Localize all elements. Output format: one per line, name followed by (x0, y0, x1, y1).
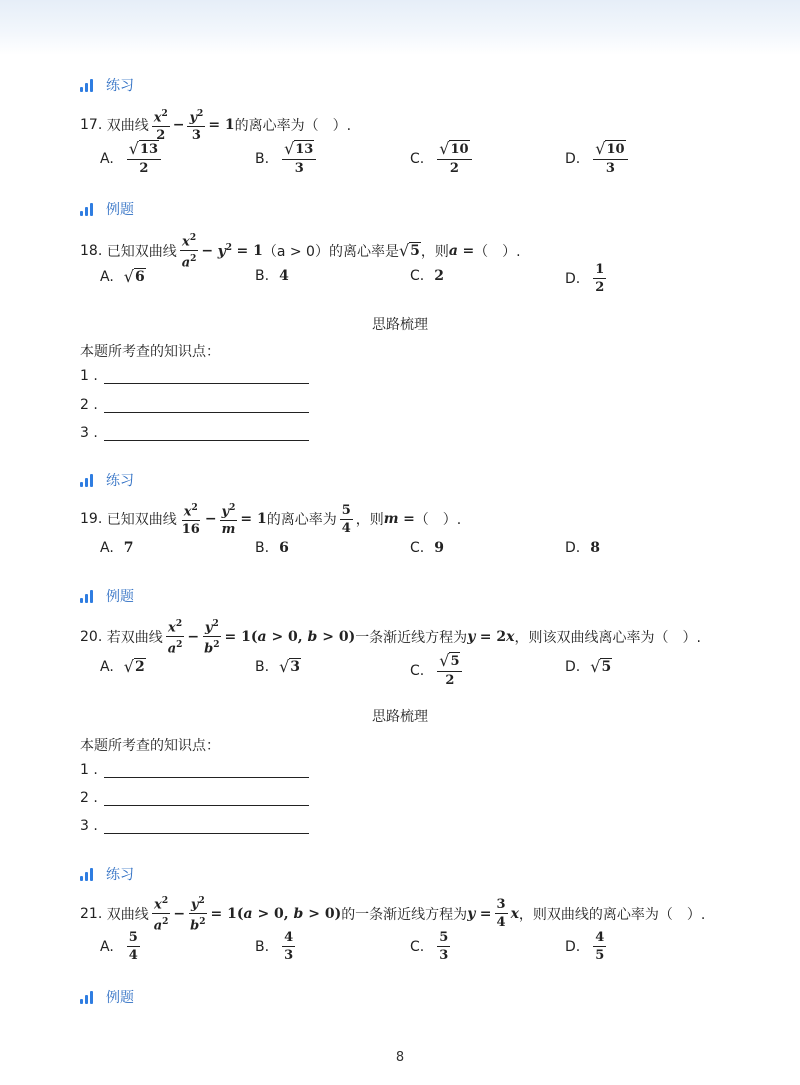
section-label: 例题 (106, 589, 134, 605)
question-20: 20. 若双曲线 $\frac{x^2}{a^2}$ − $\frac{y^2}{b^2}$ = 1(a > 0, b > 0) 一条渐近线方程为 y = 2 x ，则该双曲线离心率为（ ）. (80, 616, 701, 658)
option-b (255, 268, 289, 284)
option-b: B. √ 3 (255, 657, 301, 676)
section-header-example (80, 199, 134, 219)
option-label: C. (410, 662, 425, 679)
option-d: D. √ 10 3 (565, 140, 631, 177)
question-21: 21. 双曲线 $\frac{x^2}{a^2}$ − $\frac{y^2}{b^2}$ = 1(a > 0, b > 0) 的一条渐近线方程为 y = $\frac{3}{4}$ x ，则双曲线的离心率为（ ）. (80, 893, 705, 935)
option-label: A. (100, 269, 114, 285)
knowledge-points-label: 本题所考查的知识点： (80, 344, 220, 360)
option-c (410, 268, 444, 284)
blank-line-3[interactable] (80, 425, 309, 441)
option-value: 2 (434, 268, 444, 284)
option-c: C. $\frac{5}{3}$ (410, 930, 449, 963)
option-label: C. (410, 938, 425, 955)
think-heading: 思路梳理 (372, 709, 428, 725)
question-text: （ ）. (414, 512, 462, 529)
question-17: 17. 双曲线 $\frac{x^2}{2}$ − $\frac{y^2}{3}$ = 1 的离心率为（ ）. (80, 106, 351, 144)
question-text: 一条渐近线方程为 (355, 629, 468, 646)
bar-chart-icon (80, 202, 96, 216)
option-label: B. (255, 938, 270, 955)
bar-chart-icon (80, 78, 96, 92)
blank-line-1[interactable] (80, 762, 309, 778)
section-label: 例题 (106, 202, 134, 218)
blank-number: 3 . (80, 818, 98, 834)
section-header-example (80, 987, 134, 1007)
option-value: 8 (590, 540, 600, 556)
option-a: A. √ 13 2 (100, 140, 164, 177)
question-text: 双曲线 (106, 906, 149, 923)
blank-line-2[interactable] (80, 397, 309, 413)
option-d: D. $\frac{4}{5}$ (565, 930, 605, 963)
option-label: B. (255, 150, 270, 167)
knowledge-points-label: 本题所考查的知识点： (80, 738, 220, 754)
question-number: 19. (80, 511, 103, 528)
option-d: D. $\frac{1}{2}$ (565, 262, 605, 295)
question-text: 的离心率是 (328, 243, 399, 260)
question-number: 20. (80, 628, 103, 645)
option-d: D. √ 5 (565, 657, 612, 676)
section-header-practice (80, 75, 134, 95)
section-label: 练习 (106, 473, 134, 489)
option-label: D. (565, 938, 581, 955)
option-value: 6 (279, 540, 289, 556)
bar-chart-icon (80, 867, 96, 881)
question-text: ，则 (420, 243, 449, 260)
blank-number: 3 . (80, 425, 98, 441)
option-label: B. (255, 540, 270, 556)
question-text: ，则双曲线的离心率为（ ）. (518, 906, 706, 923)
section-label: 练习 (106, 867, 134, 883)
blank-number: 2 . (80, 397, 98, 413)
page-number: 8 (395, 1050, 405, 1065)
blank-line-3[interactable] (80, 818, 309, 834)
question-text: 的一条渐近线方程为 (341, 906, 468, 923)
blank-line-1[interactable] (80, 368, 309, 384)
option-label: B. (255, 268, 270, 284)
option-label: D. (565, 270, 581, 287)
option-a: A. $\frac{5}{4}$ (100, 930, 138, 963)
think-heading: 思路梳理 (372, 317, 428, 333)
question-19: 19. 已知双曲线 $\frac{x^2}{16}$ − $\frac{y^2}{m}$ = 1 的离心率为 $\frac{5}{4}$ ，则 m = （ ）. (80, 500, 461, 538)
fraction: $\frac{x^2}{2}$ (152, 106, 170, 144)
option-b (255, 540, 289, 556)
option-a: A. √ 2 (100, 657, 145, 676)
option-label: D. (565, 150, 581, 167)
option-label: A. (100, 150, 114, 167)
question-18: 18. 已知双曲线 $\frac{x^2}{a^2}$ − $y^2$ = 1 （a > 0） 的离心率是 √ 5 ，则 a = （ ）. (80, 230, 521, 272)
bar-chart-icon (80, 473, 96, 487)
option-a (100, 540, 134, 556)
section-header-practice (80, 864, 134, 884)
option-label: C. (410, 540, 425, 556)
bar-chart-icon (80, 589, 96, 603)
option-b: B. $\frac{4}{3}$ (255, 930, 294, 963)
option-b: B. √ 13 3 (255, 140, 319, 177)
option-label: A. (100, 659, 114, 675)
option-c (410, 540, 444, 556)
question-text: 已知双曲线 (106, 512, 177, 529)
option-c: C. √ 10 2 (410, 140, 475, 177)
question-text: 双曲线 (106, 118, 149, 135)
fraction: $\frac{y^2}{3}$ (187, 106, 205, 144)
option-label: C. (410, 150, 425, 167)
question-number: 18. (80, 242, 103, 259)
option-value: 9 (434, 540, 444, 556)
question-text: ，则 (355, 512, 384, 529)
option-label: A. (100, 938, 114, 955)
option-label: C. (410, 268, 425, 284)
blank-number: 1 . (80, 368, 98, 384)
section-label: 练习 (106, 78, 134, 94)
option-label: B. (255, 659, 270, 675)
question-text: 已知双曲线 (106, 243, 177, 260)
option-c: C. √ 5 2 (410, 652, 465, 689)
option-d (565, 540, 600, 556)
question-number: 17. (80, 117, 103, 134)
option-value: 7 (123, 540, 134, 556)
condition-text: （a > 0） (262, 243, 329, 260)
option-value: 4 (279, 268, 289, 284)
question-text: ，则该双曲线离心率为（ ）. (514, 629, 701, 646)
section-label: 例题 (106, 990, 134, 1006)
option-label: D. (565, 659, 581, 675)
blank-number: 2 . (80, 790, 98, 806)
blank-number: 1 . (80, 762, 98, 778)
option-label: D. (565, 540, 581, 556)
question-text: （ ）. (474, 243, 521, 260)
option-label: A. (100, 540, 114, 556)
question-text: 的离心率为（ ）. (234, 118, 352, 135)
header-band (0, 0, 800, 55)
question-text: 的离心率为 (266, 512, 337, 529)
section-header-practice (80, 470, 134, 490)
section-header-example (80, 586, 134, 606)
blank-line-2[interactable] (80, 790, 309, 806)
question-text: 若双曲线 (106, 629, 163, 646)
question-number: 21. (80, 905, 103, 922)
bar-chart-icon (80, 990, 96, 1004)
option-a: A. √ 6 (100, 267, 145, 286)
